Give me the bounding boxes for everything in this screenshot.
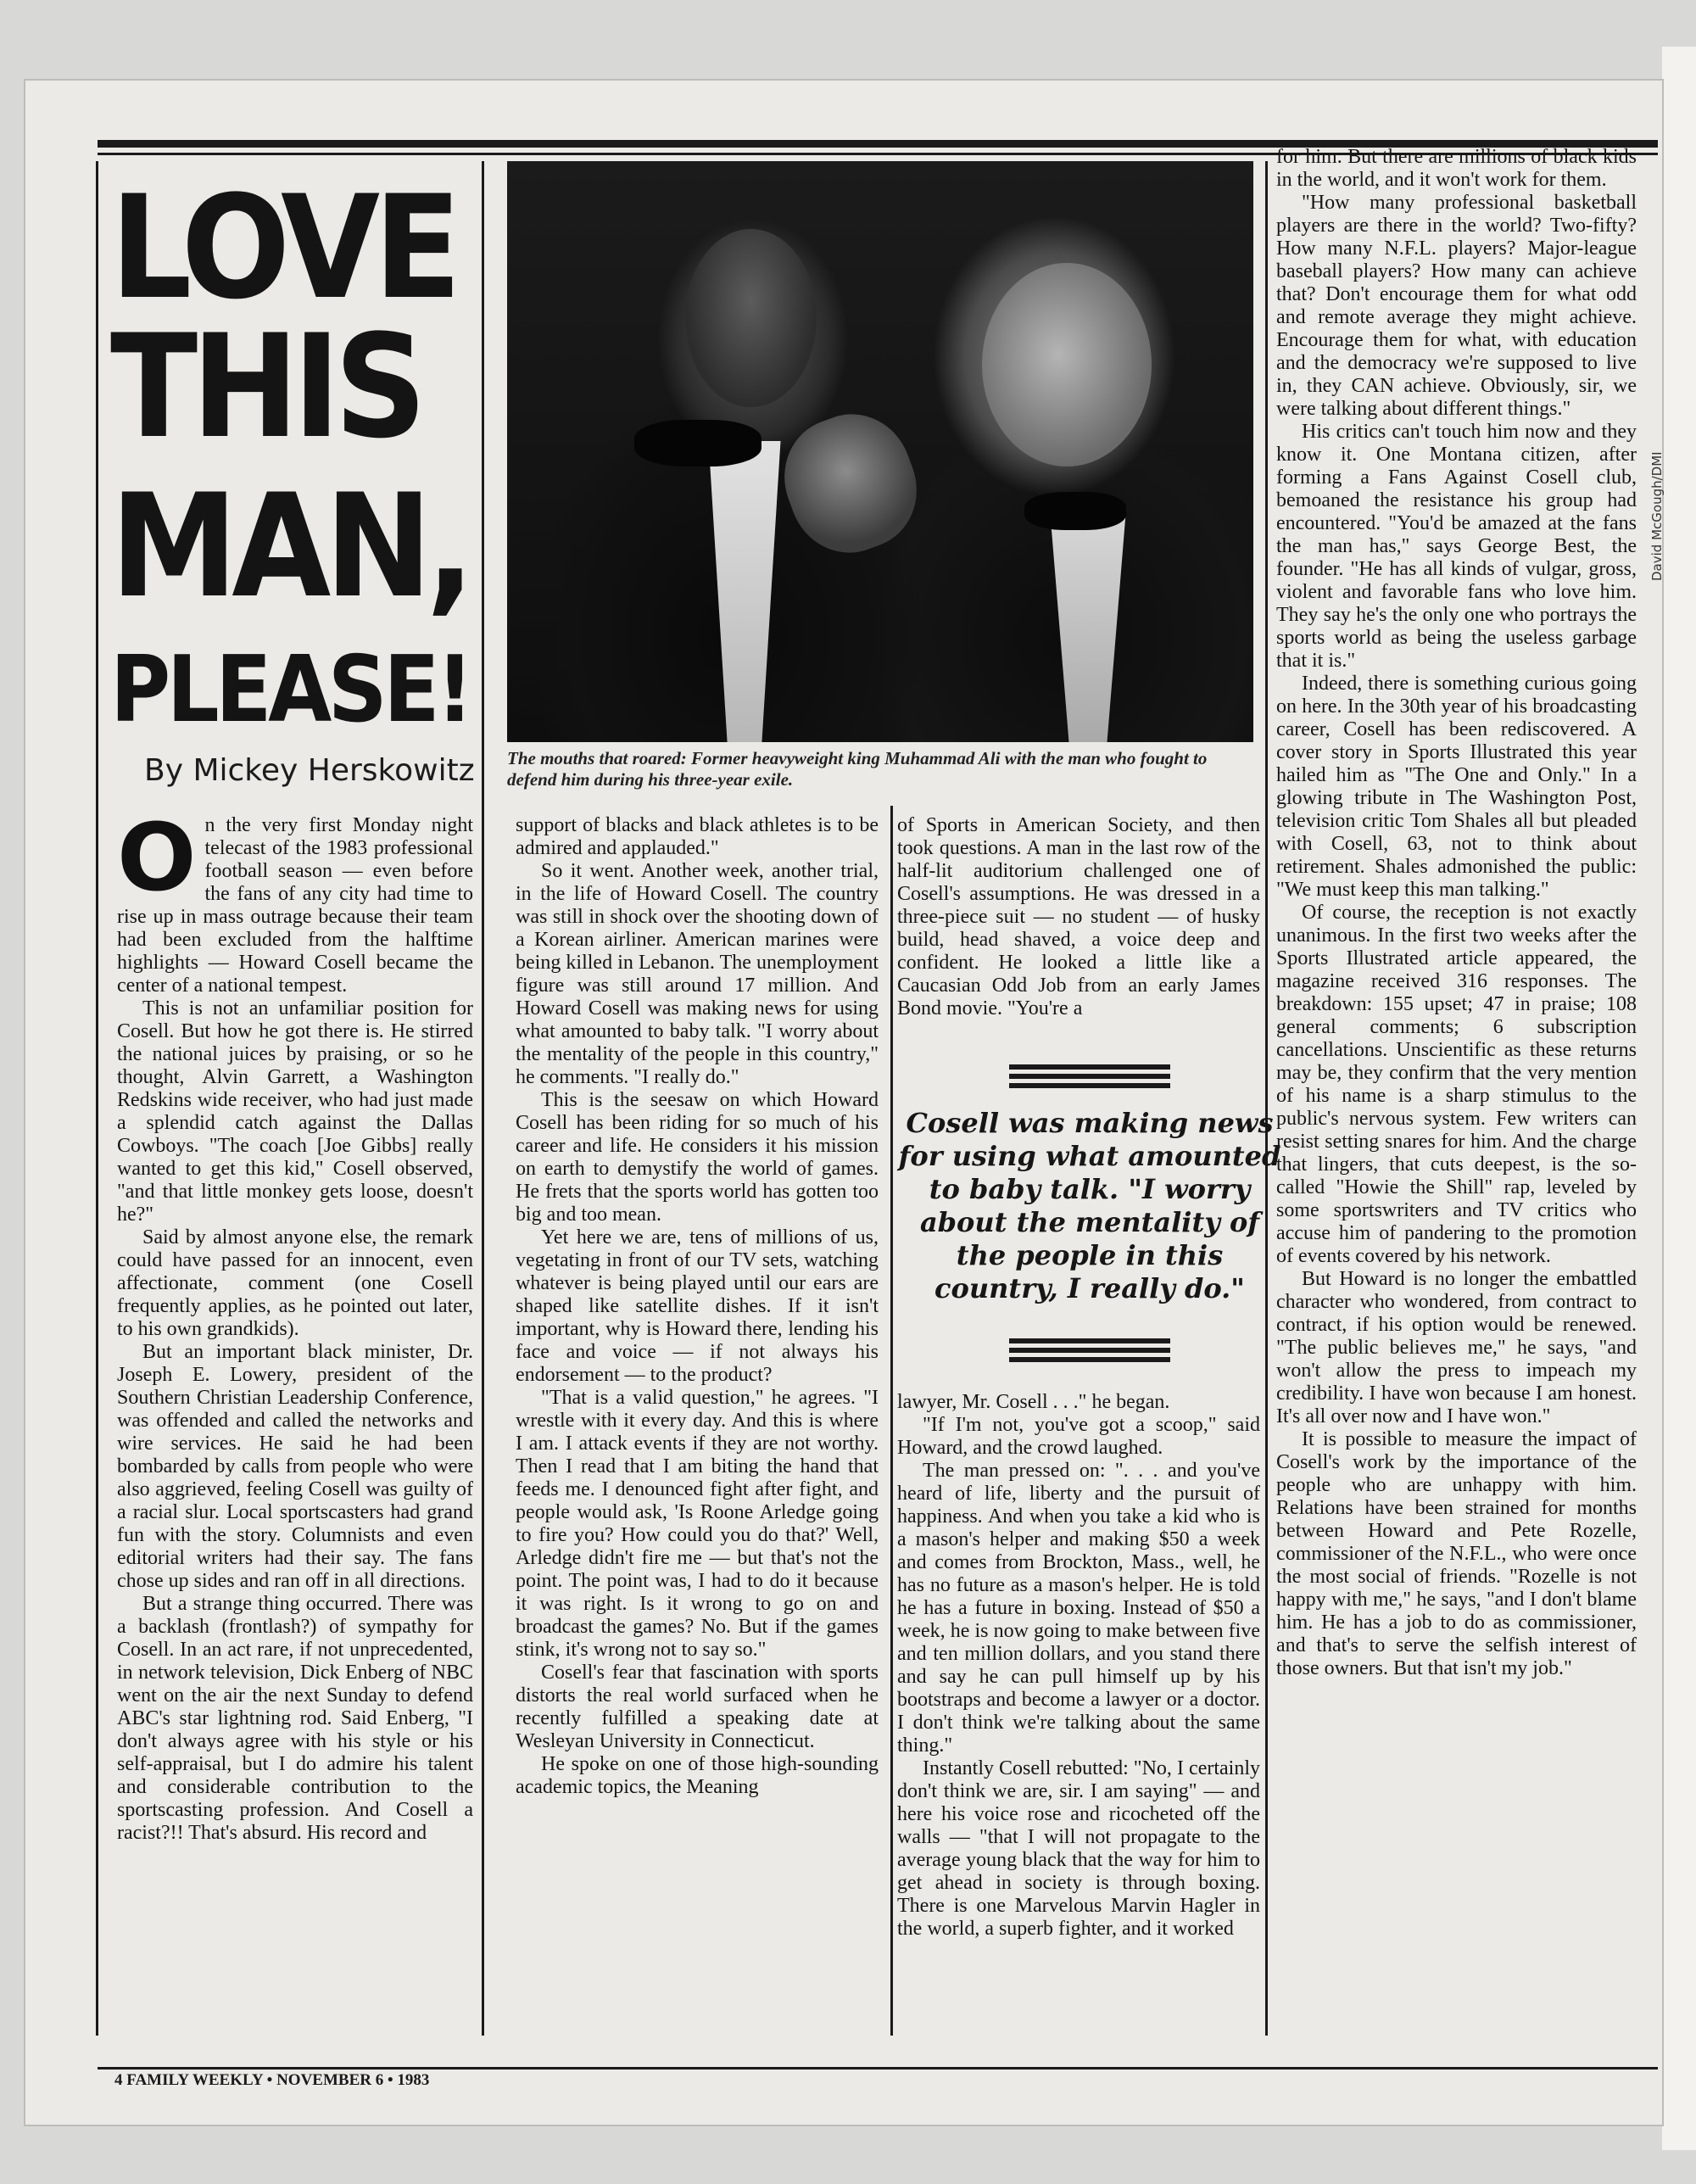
paragraph: It is possible to measure the impact of Cosell's work by the importance of the people who are unhappy with him. Relations have been strained for months between Howard and Pete Rozelle, commissioner of the N.F.L., who were once the most social of friends. "Rozelle is not happy with me," he says, "and I don't blame him. He has a job to do as commissioner, and that's to serve the selfish interest of those owners. But that isn't my job." bbox=[1276, 1428, 1637, 1679]
paragraph: But Howard is no longer the embattled character who wondered, from contract to contract, if his option would be renewed. "The public believes me," he says, "and won't allow the press to impeach my credibility. I have won because I am honest. It's all over now and I have won." bbox=[1276, 1268, 1637, 1427]
column-rule-left bbox=[96, 161, 98, 2036]
paragraph: The man pressed on: ". . . and you've heard of life, liberty and the pursuit of happiness. And when you take a kid who is a mason's helper and making $50 a week and comes from Brockton, Mass., well, he has no future as a mason's helper. He is told he has a future in boxing. Instead of $50 a week, he is now going to make between five and ten million dollars, and you stand there and say he can pull himself up by his bootstraps and become a lawyer or a doctor. I don't think we're talking about the same thing." bbox=[897, 1460, 1260, 1757]
pullquote-bars-top bbox=[1009, 1064, 1170, 1092]
article-column-2 bbox=[516, 814, 879, 2027]
photo-shirt-right bbox=[1024, 509, 1152, 742]
photo-face-right bbox=[982, 263, 1152, 466]
photo-caption: The mouths that roared: Former heavyweight king Muhammad Ali with the man who fought to defend him during his three-year exile. bbox=[507, 748, 1208, 790]
column-rule-3 bbox=[1265, 161, 1268, 2036]
byline: By Mickey Herskowitz bbox=[144, 753, 475, 788]
headline-line-2: THIS bbox=[110, 304, 421, 470]
paragraph: Indeed, there is something curious going on here. In the 30th year of his broadcasting career, Cosell has been rediscovered. A cover story in Sports Illustrated this year hailed him as "The One and Only." In a glowing tribute in The Washington Post, television critic Tom Shales all but pleaded with Cosell, 63, not to think about retirement. Shales admonished the public: "We must keep this man talking." bbox=[1276, 673, 1637, 901]
paragraph: "That is a valid question," he agrees. "I wrestle with it every day. And this is where I am. I attack events if they are not worthy. Then I read that I am biting the hand that feeds me. I denounced fight after fight, and people would ask, 'Is Roone Arledge going to fire you? How could you do that?' Well, Arledge didn't fire me — but that's not the point. The point was, I had to do it because it was right. Is it wrong to go on and broadcast the games? No. But if the games stink, it's wrong not to say so." bbox=[516, 1387, 879, 1661]
article-column-3-bottom bbox=[897, 1391, 1260, 2031]
paragraph: So it went. Another week, another trial, in the life of Howard Cosell. The country was still in shock over the shooting down of a Korean airliner. American marines were being killed in Lebanon. The unemployment figure was still around 17 million. And Howard Cosell was making news for using what amounted to baby talk. "I worry about the mentality of the people in this country," he comments. "I really do." bbox=[516, 860, 879, 1088]
pullquote: Cosell was making news for using what amounted to baby talk. "I worry about the mentality of the people in this country, I really do." bbox=[898, 1107, 1281, 1304]
photo-ali-cosell bbox=[507, 161, 1253, 742]
headline-line-3: MAN, bbox=[110, 463, 469, 629]
headline-line-4: PLEASE! bbox=[110, 637, 471, 743]
paragraph: Said by almost anyone else, the remark could have passed for an innocent, even affectionate, comment (one Cosell frequently applies, as he pointed out later, to his own grandkids). bbox=[117, 1226, 473, 1340]
paragraph: support of blacks and black athletes is to be admired and applauded." bbox=[516, 814, 879, 859]
article-column-4 bbox=[1276, 146, 1637, 2033]
paragraph: But a strange thing occurred. There was a backlash (frontlash?) of sympathy for Cosell. In an act rare, if not unprecedented, in network television, Dick Enberg of NBC went on the air the next Sunday to defend ABC's star lightning rod. Said Enberg, "I don't always agree with his style or his self-appraisal, but I do admire his talent and considerable contribution to the sportscasting profession. And Cosell a racist?!! That's absurd. His record and bbox=[117, 1593, 473, 1844]
paragraph: Cosell's fear that fascination with sports distorts the real world surfaced when he recently fulfilled a speaking date at Wesleyan University in Connecticut. bbox=[516, 1662, 879, 1752]
column-rule-1 bbox=[482, 161, 484, 2036]
bottom-rule bbox=[98, 2067, 1658, 2069]
column-rule-2 bbox=[890, 806, 893, 2036]
paragraph: Yet here we are, tens of millions of us, vegetating in front of our TV sets, watching whatever is being played until our ears are shaped like satellite dishes. If it isn't important, why is Howard there, lending his face and voice — if not always his endorsement — to the product? bbox=[516, 1226, 879, 1386]
paragraph: Of course, the reception is not exactly unanimous. In the first two weeks after the Sports Illustrated article appeared, the magazine received 316 responses. The breakdown: 155 upset; 47 in praise; 108 general comments; 6 subscription cancellations. Unscientific as these returns may be, they confirm that the very mention of his name is a sharp stimulus to the public's nervous system. Few writers can resist setting snares for him. And the charge that lingers, that cuts deepest, is the so-called "Howie the Shill" rap, leveled by some sportswriters and TV critics who accuse him of pandering to the promotion of events covered by his network. bbox=[1276, 902, 1637, 1267]
paragraph: "If I'm not, you've got a scoop," said Howard, and the crowd laughed. bbox=[897, 1414, 1260, 1459]
headline-line-1: LOVE bbox=[110, 165, 455, 331]
paragraph: He spoke on one of those high-sounding academic topics, the Meaning bbox=[516, 1753, 879, 1798]
paragraph: of Sports in American Society, and then took questions. A man in the last row of the half-lit auditorium challenged one of Cosell's assumptions. He was dressed in a three-piece suit — no student — of husky build, head shaved, a voice deep and confident. He looked a little like a Caucasian Odd Job from an early James Bond movie. "You're a bbox=[897, 814, 1260, 1019]
photo-bowtie-left bbox=[634, 420, 762, 466]
photo-fist bbox=[767, 398, 934, 569]
photo-credit: David McGough/DMI bbox=[1649, 451, 1665, 581]
photo-face-left bbox=[685, 229, 817, 407]
paragraph: But an important black minister, Dr. Joseph E. Lowery, president of the Southern Christian Leadership Conference, was offended and called the networks and wire services. He said he had been bombarded by calls from people who were also aggrieved, feeling Cosell was guilty of a racial slur. Local sportscasters had grand fun with the story. Columnists and even editorial writers had their say. The fans chose up sides and ran off in all directions. bbox=[117, 1341, 473, 1592]
paragraph: This is not an unfamiliar position for Cosell. But how he got there is. He stirred the national juices by praising, or so he thought, Alvin Garrett, a Washington Redskins wide receiver, who had just made a splendid catch against the Dallas Cowboys. "The coach [Joe Gibbs] really wanted to get this kid," Cosell observed, "and that little monkey gets loose, doesn't he?" bbox=[117, 997, 473, 1226]
pullquote-bars-bottom bbox=[1009, 1338, 1170, 1366]
page-footer: 4 FAMILY WEEKLY • NOVEMBER 6 • 1983 bbox=[114, 2071, 430, 2089]
article-column-1 bbox=[117, 814, 473, 2027]
paragraph: His critics can't touch him now and they know it. One Montana citizen, after forming a Fans Against Cosell club, bemoaned the resistance his group had encountered. "You'd be amazed at the fans the man has," says George Best, the founder. "He has all kinds of vulgar, gross, violent and favorable fans who love him. They say he's the only one who portrays the sports world as being the useless garbage that it is." bbox=[1276, 421, 1637, 672]
paragraph: for him. But there are millions of black kids in the world, and it won't work for them. bbox=[1276, 146, 1637, 191]
paragraph: "How many professional basketball players are there in the world? Two-fifty? How many N.F.L. players? Major-league baseball players? How many can achieve that? Don't encourage them for what odd and remote average they might achieve. Encourage them for what, with education and the democracy we're supposed to live in, they CAN achieve. Obviously, sir, we were talking about different things." bbox=[1276, 192, 1637, 420]
article-column-3-top bbox=[897, 814, 1260, 1036]
paragraph: This is the seesaw on which Howard Cosell has been riding for so much of his career and life. He considers it his mission on earth to demystify the world of games. He frets that the sports world has gotten too big and too mean. bbox=[516, 1089, 879, 1226]
paragraph: lawyer, Mr. Cosell . . ." he began. bbox=[897, 1391, 1170, 1413]
photo-bowtie-right bbox=[1024, 492, 1126, 530]
page-edge bbox=[1662, 47, 1696, 2150]
drop-cap: O bbox=[117, 814, 197, 912]
paragraph: Instantly Cosell rebutted: "No, I certainly don't think we are, sir. I am saying" — and here his voice rose and ricocheted off the walls — "that I will not propagate to the average young black that the way for him to get ahead in society is through boxing. There is one Marvelous Marvin Hagler in the world, a superb fighter, and it worked bbox=[897, 1757, 1260, 1940]
paragraph: n the very first Monday night telecast of the 1983 professional football season — even before the fans of any city had time to rise up in mass outrage because their team had been excluded from the halftime highlights — Howard Cosell became the center of a national tempest. bbox=[117, 814, 473, 997]
